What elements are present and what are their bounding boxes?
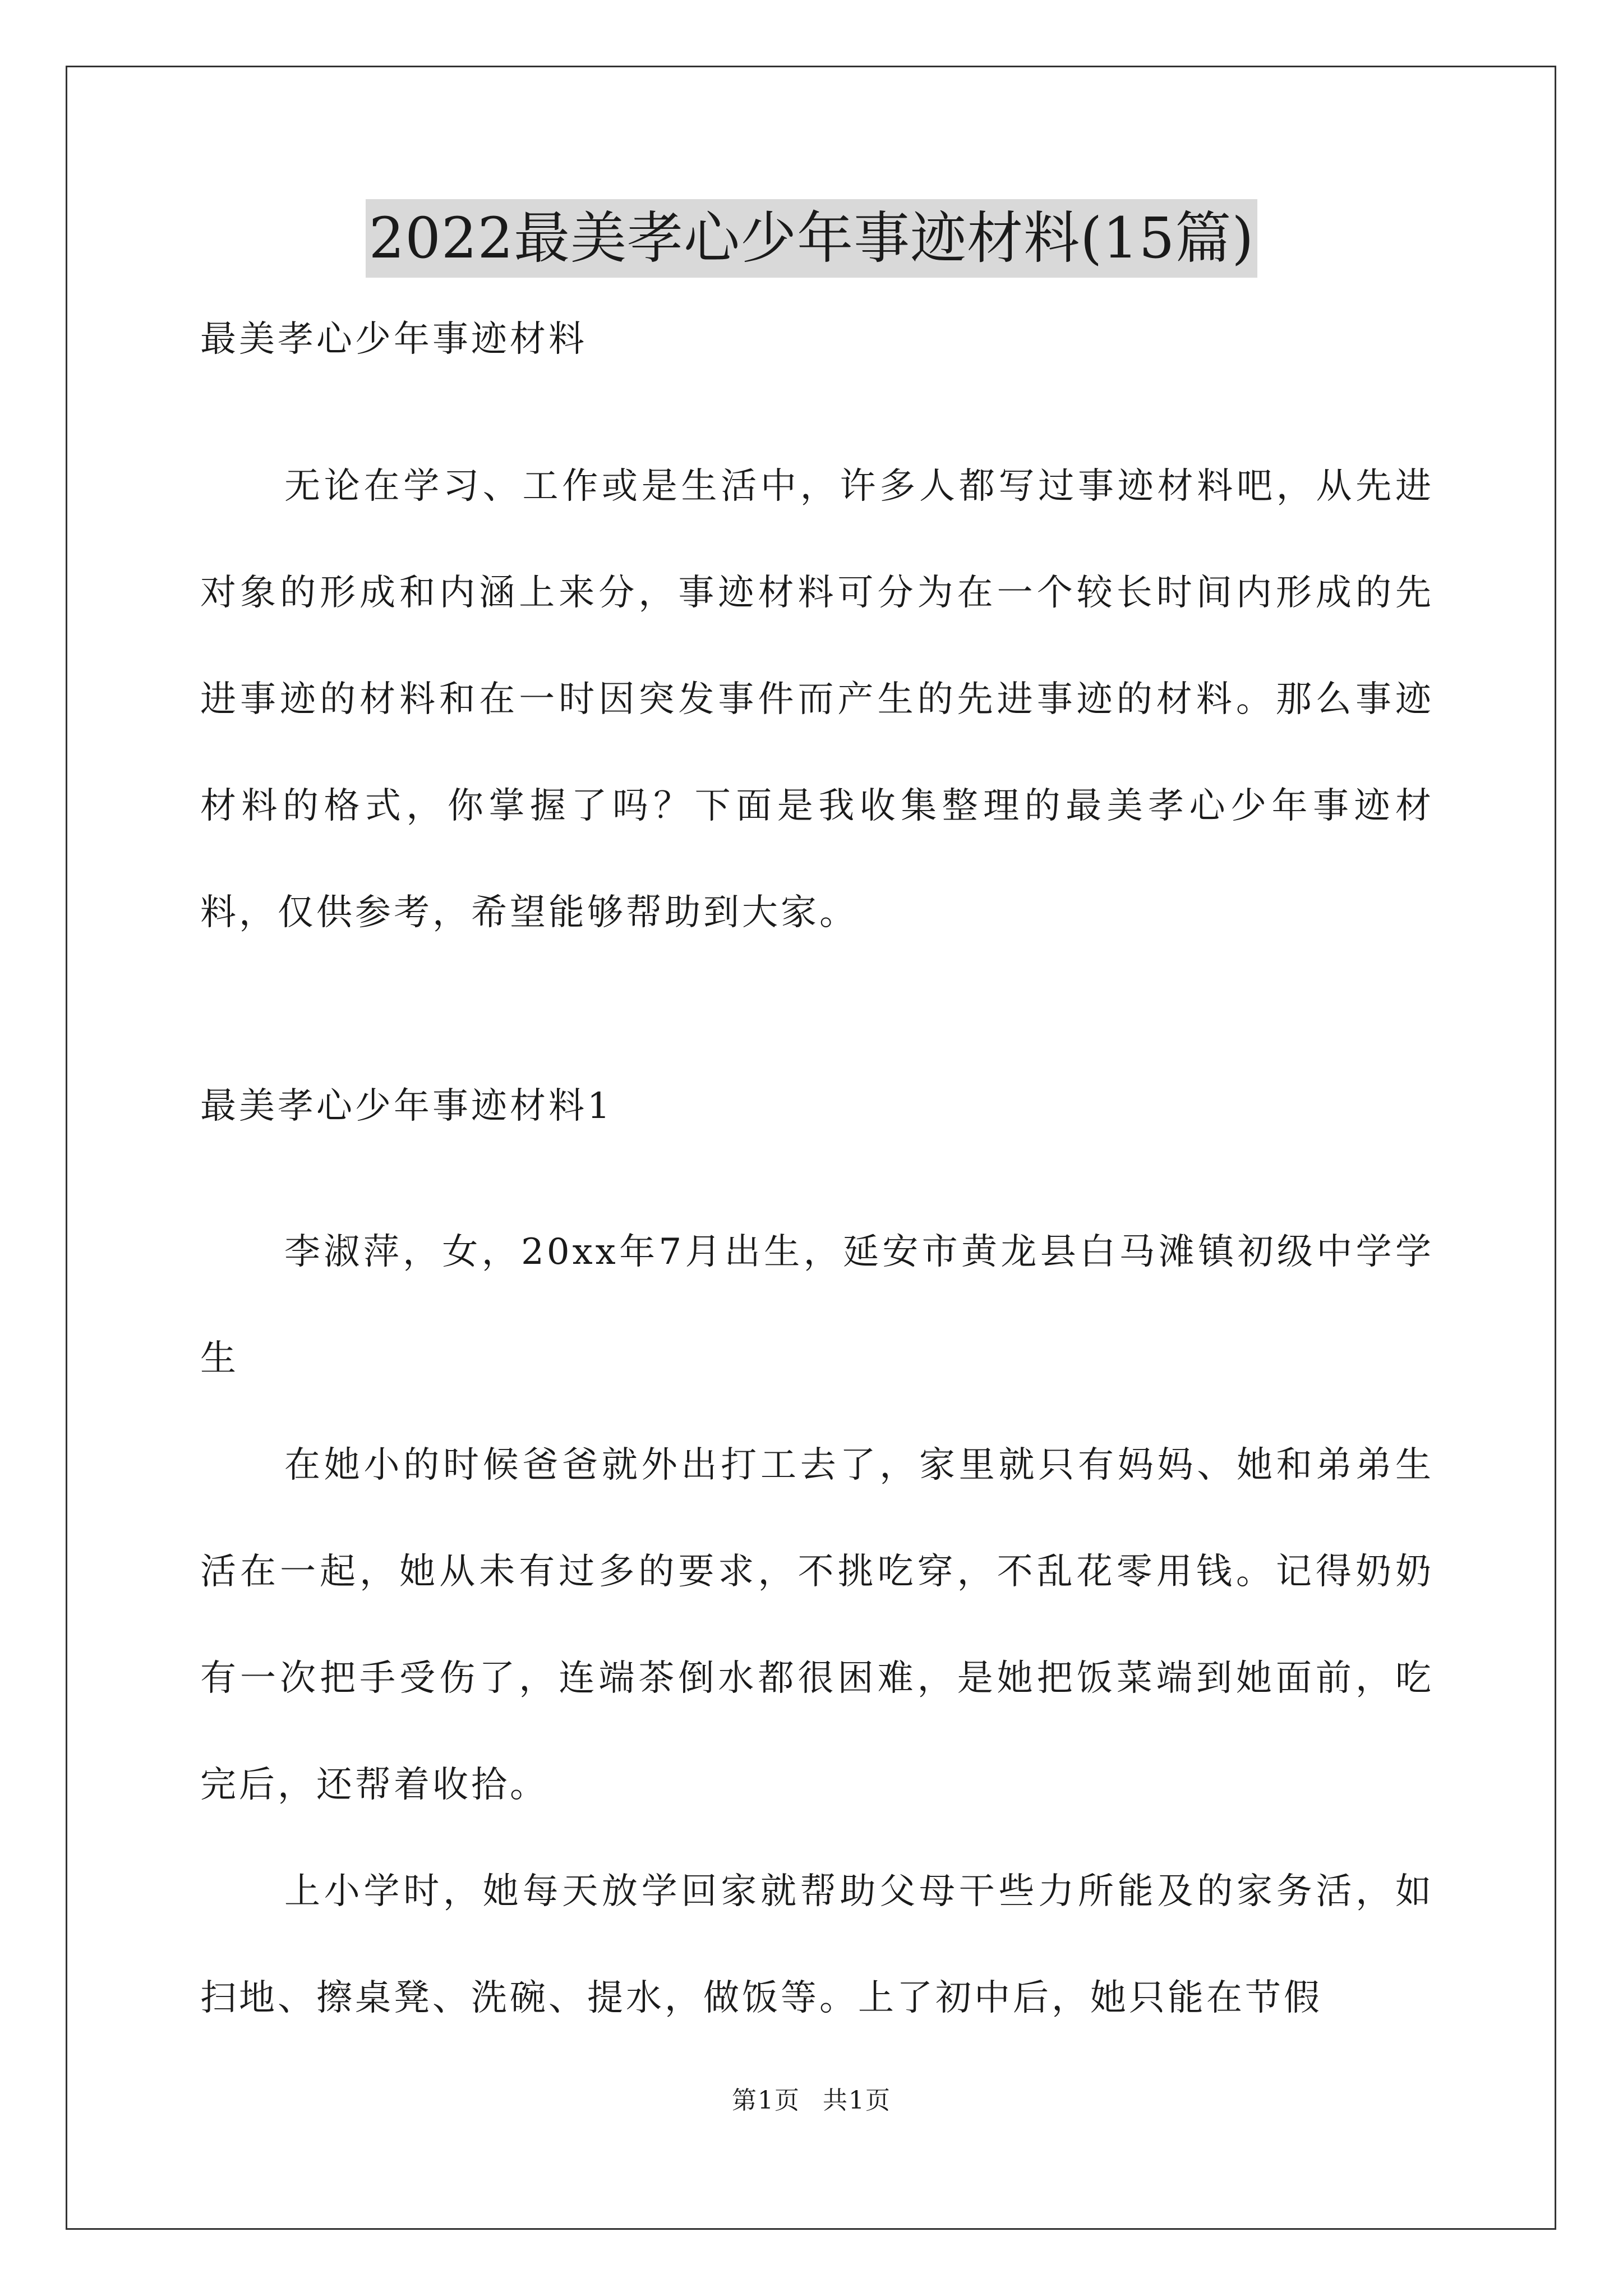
page-footer [0, 2084, 1623, 2118]
document-title: 2022最美孝心少年事迹材料(15篇) [366, 199, 1258, 278]
section-paragraph-2: 在她小的时候爸爸就外出打工去了，家里就只有妈妈、她和弟弟生活在一起，她从未有过多的要求，不挑吃穿，不乱花零用钱。记得奶奶有一次把手受伤了，连端茶倒水都很困难，是她把饭菜端到她面前，吃完后，还帮着收拾。 [200, 1444, 1434, 1806]
section-paragraph-1: 李淑萍，女，20xx年7月出生，延安市黄龙县白马滩镇初级中学学生 [200, 1231, 1434, 1379]
document-subtitle: 最美孝心少年事迹材料 [200, 319, 587, 360]
intro-block [200, 433, 1434, 966]
title-wrap [0, 199, 1623, 278]
page-number: 第1页 [732, 2086, 800, 2115]
intro-paragraph: 无论在学习、工作或是生活中，许多人都写过事迹材料吧，从先进对象的形成和内涵上来分，事迹材料可分为在一个较长时间内形成的先进事迹的材料和在一时因突发事件而产生的先进事迹的材料。那么事迹材料的格式，你掌握了吗？下面是我收集整理的最美孝心少年事迹材料，仅供参考，希望能够帮助到大家。 [200, 466, 1434, 933]
page-total: 共1页 [823, 2086, 891, 2115]
section-heading: 最美孝心少年事迹材料1 [200, 1085, 613, 1127]
section-paragraph-3: 上小学时，她每天放学回家就帮助父母干些力所能及的家务活，如扫地、擦桌凳、洗碗、提水，做饭等。上了初中后，她只能在节假 [200, 1871, 1434, 2019]
section-body [200, 1199, 1434, 2051]
